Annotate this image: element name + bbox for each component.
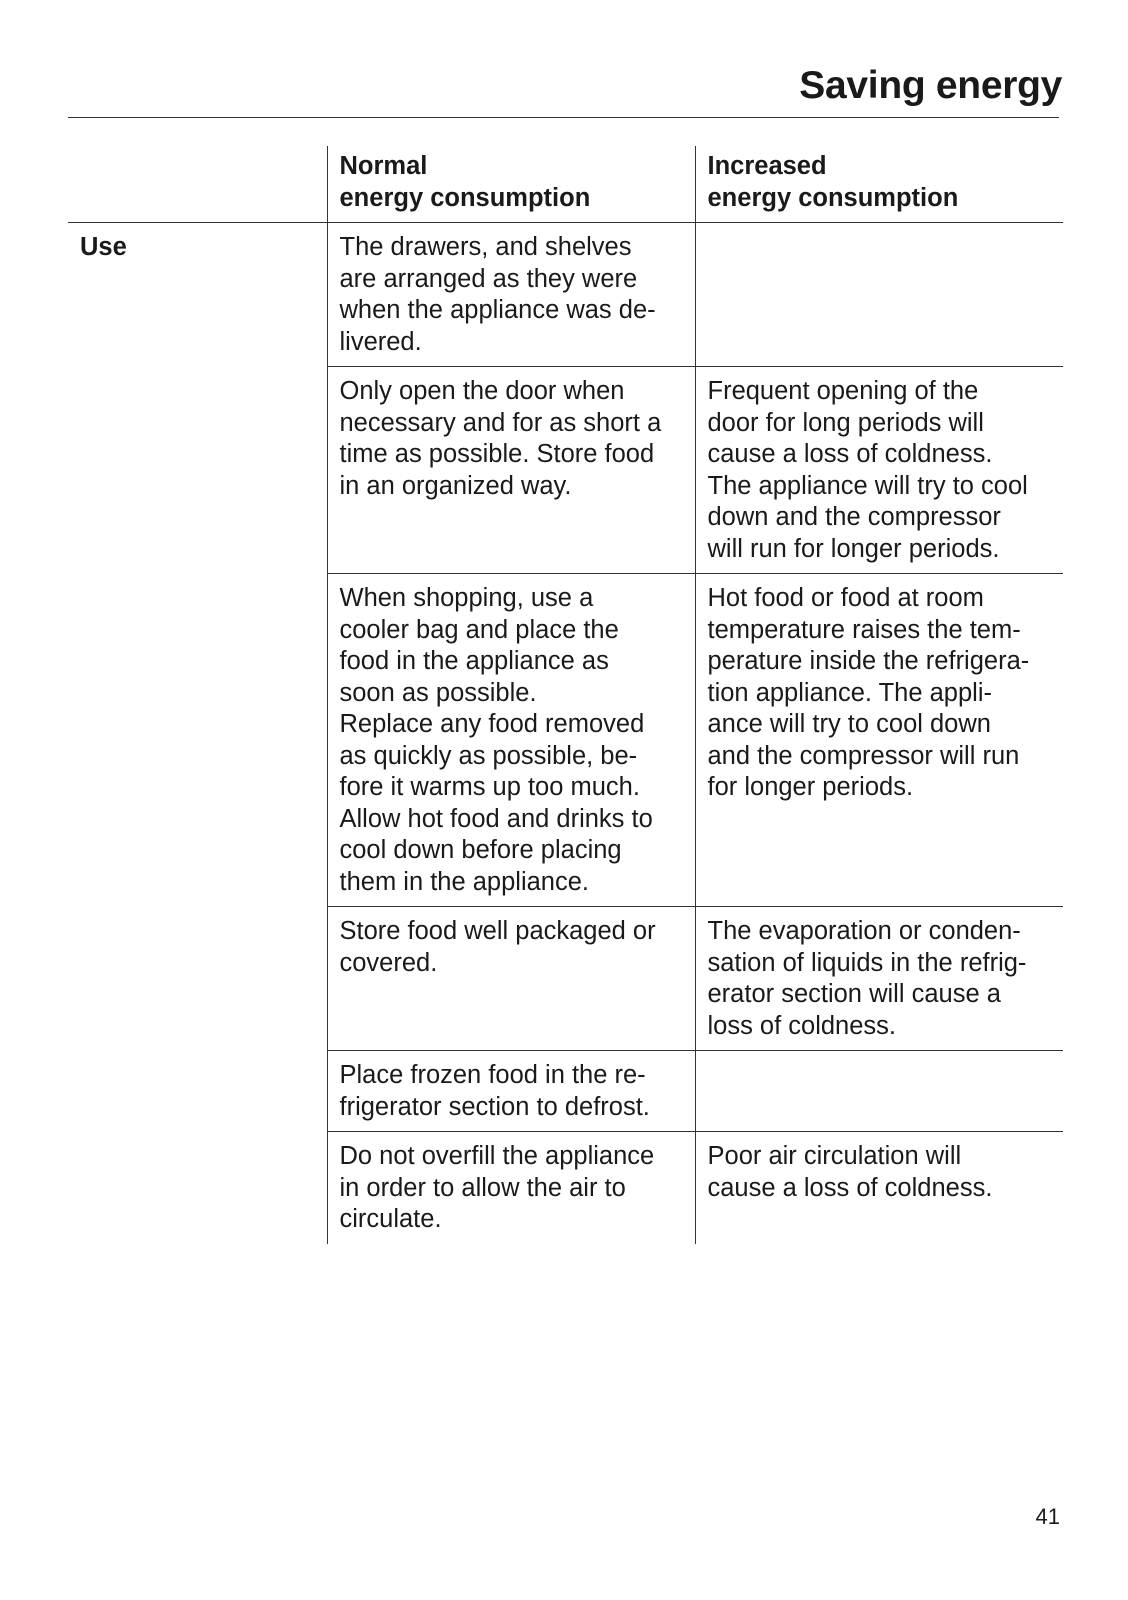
table-row	[68, 367, 1063, 574]
row-label-empty	[68, 907, 327, 1051]
header-divider	[68, 117, 1059, 118]
cell-increased	[695, 574, 1063, 907]
page-number: 41	[1035, 1504, 1060, 1529]
cell-increased-text: Poor air circulation will cause a loss of coldness.	[707, 1142, 993, 1202]
row-label-empty	[68, 1051, 327, 1132]
table-header-empty	[68, 146, 327, 223]
cell-increased-text: The evaporation or conden- sation of liquids in the refrig- erator section will cause a loss of coldness.	[707, 917, 1027, 1040]
cell-increased	[695, 1051, 1063, 1132]
energy-table	[68, 146, 1063, 1244]
column-header-normal	[327, 146, 695, 223]
row-label-use: Use	[80, 233, 127, 261]
cell-normal	[327, 1132, 695, 1244]
cell-normal-text: Store food well packaged or covered.	[339, 917, 656, 977]
cell-increased	[695, 223, 1063, 367]
table-row	[68, 1051, 1063, 1132]
row-label-empty	[68, 1132, 327, 1244]
cell-increased	[695, 907, 1063, 1051]
cell-increased	[695, 1132, 1063, 1244]
table-row	[68, 907, 1063, 1051]
cell-normal	[327, 367, 695, 574]
table-row	[68, 1132, 1063, 1244]
cell-normal-text: Do not overfill the appliance in order to allow the air to circulate.	[339, 1142, 655, 1233]
column-header-increased-text: Increased energy consumption	[707, 152, 959, 212]
row-label-empty	[68, 574, 327, 907]
cell-normal-text: Only open the door when necessary and for as short a time as possible. Store food in an organized way.	[339, 377, 662, 500]
row-label-empty	[68, 367, 327, 574]
table-row	[68, 223, 1063, 367]
table-header-row	[68, 146, 1063, 223]
cell-normal	[327, 907, 695, 1051]
column-header-increased	[695, 146, 1063, 223]
cell-increased-text: Hot food or food at room temperature raises the tem- perature inside the refrigera- tion appliance. The appli- ance will try to cool down and the compressor will run for longer periods.	[707, 584, 1030, 801]
column-header-normal-text: Normal energy consumption	[339, 152, 591, 212]
cell-normal	[327, 223, 695, 367]
page-title: Saving energy	[799, 64, 1062, 107]
cell-normal	[327, 1051, 695, 1132]
cell-normal	[327, 574, 695, 907]
cell-normal-text: The drawers, and shelves are arranged as they were when the appliance was de- livered.	[339, 233, 656, 356]
cell-increased-text: Frequent opening of the door for long periods will cause a loss of coldness. The appliance will try to cool down and the compressor will run for longer periods.	[707, 377, 1028, 563]
table-row	[68, 574, 1063, 907]
cell-normal-text: Place frozen food in the re- frigerator section to defrost.	[339, 1061, 650, 1121]
cell-increased	[695, 367, 1063, 574]
cell-normal-text: When shopping, use a cooler bag and place the food in the appliance as soon as possible. Replace any food removed as quickly as possible, be- fore it warms up too much. Allow hot food and drinks to cool down before placing them in the appliance.	[339, 584, 653, 896]
